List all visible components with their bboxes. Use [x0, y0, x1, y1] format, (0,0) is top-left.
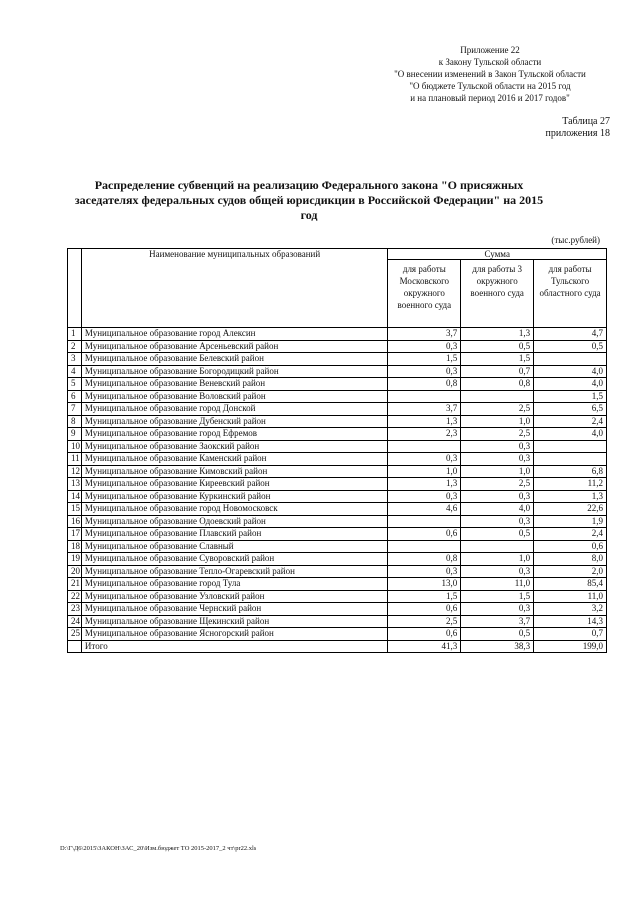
3rd-court-value: 0,3	[461, 453, 534, 466]
appendix-line: Приложение 22	[460, 45, 520, 55]
appendix-label: приложения 18	[545, 128, 610, 139]
table-row	[68, 528, 607, 541]
municipality-name: Муниципальное образование Одоевский район	[81, 515, 387, 528]
tula-court-value: 11,0	[534, 590, 607, 603]
row-number: 4	[68, 365, 82, 378]
table-row	[68, 465, 607, 478]
total-tula-court: 199,0	[534, 640, 607, 653]
3rd-court-value: 1,0	[461, 465, 534, 478]
tula-court-value: 1,5	[534, 390, 607, 403]
tula-court-value	[534, 453, 607, 466]
moscow-court-value: 0,6	[388, 603, 461, 616]
row-number: 19	[68, 553, 82, 566]
table-row	[68, 628, 607, 641]
municipality-name: Муниципальное образование город Ефремов	[81, 428, 387, 441]
3rd-court-value: 2,5	[461, 403, 534, 416]
tula-court-value: 1,9	[534, 515, 607, 528]
total-3rd-court: 38,3	[461, 640, 534, 653]
tula-court-value: 2,0	[534, 565, 607, 578]
municipality-name: Муниципальное образование Белевский район	[81, 353, 387, 366]
moscow-court-value: 0,3	[388, 340, 461, 353]
moscow-court-value: 4,6	[388, 503, 461, 516]
table-row	[68, 565, 607, 578]
tula-court-value: 14,3	[534, 615, 607, 628]
3rd-court-value: 3,7	[461, 615, 534, 628]
document-title: Распределение субвенций на реализацию Федерального закона "О присяжных заседателях федеральных судов общей юрисдикции в Российской Федерации" на 2015 год	[74, 178, 544, 222]
column-header-sum: Сумма	[388, 249, 607, 260]
row-number: 16	[68, 515, 82, 528]
row-number: 25	[68, 628, 82, 641]
3rd-court-value: 0,5	[461, 628, 534, 641]
3rd-court-value: 1,3	[461, 328, 534, 341]
3rd-court-value: 1,5	[461, 590, 534, 603]
municipality-name: Муниципальное образование Киреевский район	[81, 478, 387, 491]
3rd-court-value: 2,5	[461, 478, 534, 491]
table-row	[68, 403, 607, 416]
tula-court-value: 2,4	[534, 528, 607, 541]
row-number: 18	[68, 540, 82, 553]
tula-court-value: 4,0	[534, 365, 607, 378]
tula-court-value: 0,5	[534, 340, 607, 353]
municipality-name: Муниципальное образование Плавский район	[81, 528, 387, 541]
municipality-name: Муниципальное образование Тепло-Огаревский район	[81, 565, 387, 578]
table-row	[68, 353, 607, 366]
moscow-court-value: 13,0	[388, 578, 461, 591]
municipality-name: Муниципальное образование город Алексин	[81, 328, 387, 341]
3rd-court-value: 0,3	[461, 565, 534, 578]
municipality-name: Муниципальное образование Узловский район	[81, 590, 387, 603]
table-row	[68, 428, 607, 441]
table-row	[68, 553, 607, 566]
moscow-court-value: 0,8	[388, 378, 461, 391]
moscow-court-value: 0,3	[388, 490, 461, 503]
municipality-name: Муниципальное образование Ясногорский район	[81, 628, 387, 641]
table-label: Таблица 27	[562, 116, 610, 127]
row-number: 6	[68, 390, 82, 403]
table-row	[68, 328, 607, 341]
column-header-tula-court: для работы Тульского областного суда	[534, 260, 607, 328]
3rd-court-value: 0,3	[461, 515, 534, 528]
table-row	[68, 590, 607, 603]
row-number: 2	[68, 340, 82, 353]
moscow-court-value: 3,7	[388, 403, 461, 416]
tula-court-value: 4,0	[534, 428, 607, 441]
moscow-court-value	[388, 440, 461, 453]
3rd-court-value: 0,7	[461, 365, 534, 378]
3rd-court-value: 0,5	[461, 340, 534, 353]
municipality-name: Муниципальное образование Заокский район	[81, 440, 387, 453]
moscow-court-value: 1,5	[388, 590, 461, 603]
3rd-court-value: 2,5	[461, 428, 534, 441]
table-row	[68, 453, 607, 466]
moscow-court-value: 0,6	[388, 528, 461, 541]
table-row	[68, 490, 607, 503]
3rd-court-value: 11,0	[461, 578, 534, 591]
municipality-name: Муниципальное образование Кимовский район	[81, 465, 387, 478]
row-number: 11	[68, 453, 82, 466]
subvention-table	[67, 248, 607, 653]
municipality-name: Муниципальное образование Веневский район	[81, 378, 387, 391]
municipality-name: Муниципальное образование Куркинский район	[81, 490, 387, 503]
table-row	[68, 615, 607, 628]
3rd-court-value: 0,3	[461, 603, 534, 616]
3rd-court-value: 0,3	[461, 490, 534, 503]
row-number: 23	[68, 603, 82, 616]
moscow-court-value	[388, 390, 461, 403]
table-row	[68, 340, 607, 353]
moscow-court-value	[388, 515, 461, 528]
moscow-court-value: 0,6	[388, 628, 461, 641]
column-header-number	[68, 249, 82, 328]
3rd-court-value: 0,3	[461, 440, 534, 453]
row-number: 15	[68, 503, 82, 516]
tula-court-value: 2,4	[534, 415, 607, 428]
3rd-court-value: 1,0	[461, 415, 534, 428]
tula-court-value: 0,6	[534, 540, 607, 553]
tula-court-value: 11,2	[534, 478, 607, 491]
tula-court-value: 6,5	[534, 403, 607, 416]
tula-court-value: 4,0	[534, 378, 607, 391]
moscow-court-value	[388, 540, 461, 553]
tula-court-value: 4,7	[534, 328, 607, 341]
column-header-name: Наименование муниципальных образований	[81, 249, 387, 328]
row-number: 12	[68, 465, 82, 478]
file-path: D:\Г\Д6\2015\ЗАКОН\ЗАС_20\Изм.бюджет ТО 2015-2017_2 чт\pr22.xls	[60, 845, 257, 852]
municipality-name: Муниципальное образование Дубенский район	[81, 415, 387, 428]
total-moscow-court: 41,3	[388, 640, 461, 653]
row-number: 17	[68, 528, 82, 541]
table-row	[68, 440, 607, 453]
table-header-row	[68, 249, 607, 260]
total-row	[68, 640, 607, 653]
table-row	[68, 415, 607, 428]
table-row	[68, 503, 607, 516]
moscow-court-value: 0,3	[388, 565, 461, 578]
appendix-line: "О бюджете Тульской области на 2015 год	[409, 81, 571, 91]
tula-court-value	[534, 353, 607, 366]
3rd-court-value: 4,0	[461, 503, 534, 516]
municipality-name: Муниципальное образование Щекинский район	[81, 615, 387, 628]
municipality-name: Муниципальное образование город Донской	[81, 403, 387, 416]
3rd-court-value: 1,5	[461, 353, 534, 366]
row-number: 9	[68, 428, 82, 441]
row-number: 7	[68, 403, 82, 416]
table-row	[68, 478, 607, 491]
table-row	[68, 578, 607, 591]
municipality-name: Муниципальное образование Арсеньевский район	[81, 340, 387, 353]
tula-court-value: 85,4	[534, 578, 607, 591]
row-number: 20	[68, 565, 82, 578]
municipality-name: Муниципальное образование Славный	[81, 540, 387, 553]
municipality-name: Муниципальное образование город Тула	[81, 578, 387, 591]
municipality-name: Муниципальное образование Богородицкий район	[81, 365, 387, 378]
3rd-court-value	[461, 540, 534, 553]
3rd-court-value: 0,8	[461, 378, 534, 391]
row-number: 3	[68, 353, 82, 366]
moscow-court-value: 2,3	[388, 428, 461, 441]
moscow-court-value: 1,5	[388, 353, 461, 366]
municipality-name: Муниципальное образование Воловский район	[81, 390, 387, 403]
municipality-name: Муниципальное образование город Новомосковск	[81, 503, 387, 516]
moscow-court-value: 3,7	[388, 328, 461, 341]
total-number-cell	[68, 640, 82, 653]
total-label: Итого	[81, 640, 387, 653]
row-number: 22	[68, 590, 82, 603]
3rd-court-value: 1,0	[461, 553, 534, 566]
row-number: 24	[68, 615, 82, 628]
row-number: 1	[68, 328, 82, 341]
row-number: 21	[68, 578, 82, 591]
units-label: (тыс.рублей)	[551, 235, 600, 245]
tula-court-value: 1,3	[534, 490, 607, 503]
appendix-line: "О внесении изменений в Закон Тульской области	[394, 69, 586, 79]
appendix-header	[370, 44, 610, 104]
3rd-court-value	[461, 390, 534, 403]
moscow-court-value: 1,0	[388, 465, 461, 478]
moscow-court-value: 0,3	[388, 365, 461, 378]
table-row	[68, 378, 607, 391]
moscow-court-value: 1,3	[388, 478, 461, 491]
moscow-court-value: 0,8	[388, 553, 461, 566]
column-header-3rd-court: для работы 3 окружного военного суда	[461, 260, 534, 328]
municipality-name: Муниципальное образование Суворовский район	[81, 553, 387, 566]
table-row	[68, 540, 607, 553]
row-number: 14	[68, 490, 82, 503]
tula-court-value: 8,0	[534, 553, 607, 566]
row-number: 10	[68, 440, 82, 453]
table-reference	[546, 116, 610, 140]
tula-court-value: 0,7	[534, 628, 607, 641]
tula-court-value: 22,6	[534, 503, 607, 516]
table-row	[68, 603, 607, 616]
table-row	[68, 390, 607, 403]
table-row	[68, 365, 607, 378]
appendix-line: и на плановый период 2016 и 2017 годов"	[410, 93, 570, 103]
table-row	[68, 515, 607, 528]
row-number: 13	[68, 478, 82, 491]
tula-court-value: 3,2	[534, 603, 607, 616]
tula-court-value: 6,8	[534, 465, 607, 478]
moscow-court-value: 2,5	[388, 615, 461, 628]
municipality-name: Муниципальное образование Каменский район	[81, 453, 387, 466]
moscow-court-value: 1,3	[388, 415, 461, 428]
row-number: 8	[68, 415, 82, 428]
row-number: 5	[68, 378, 82, 391]
appendix-line: к Закону Тульской области	[438, 57, 542, 67]
tula-court-value	[534, 440, 607, 453]
column-header-moscow-court: для работы Московского окружного военного суда	[388, 260, 461, 328]
moscow-court-value: 0,3	[388, 453, 461, 466]
3rd-court-value: 0,5	[461, 528, 534, 541]
municipality-name: Муниципальное образование Чернский район	[81, 603, 387, 616]
